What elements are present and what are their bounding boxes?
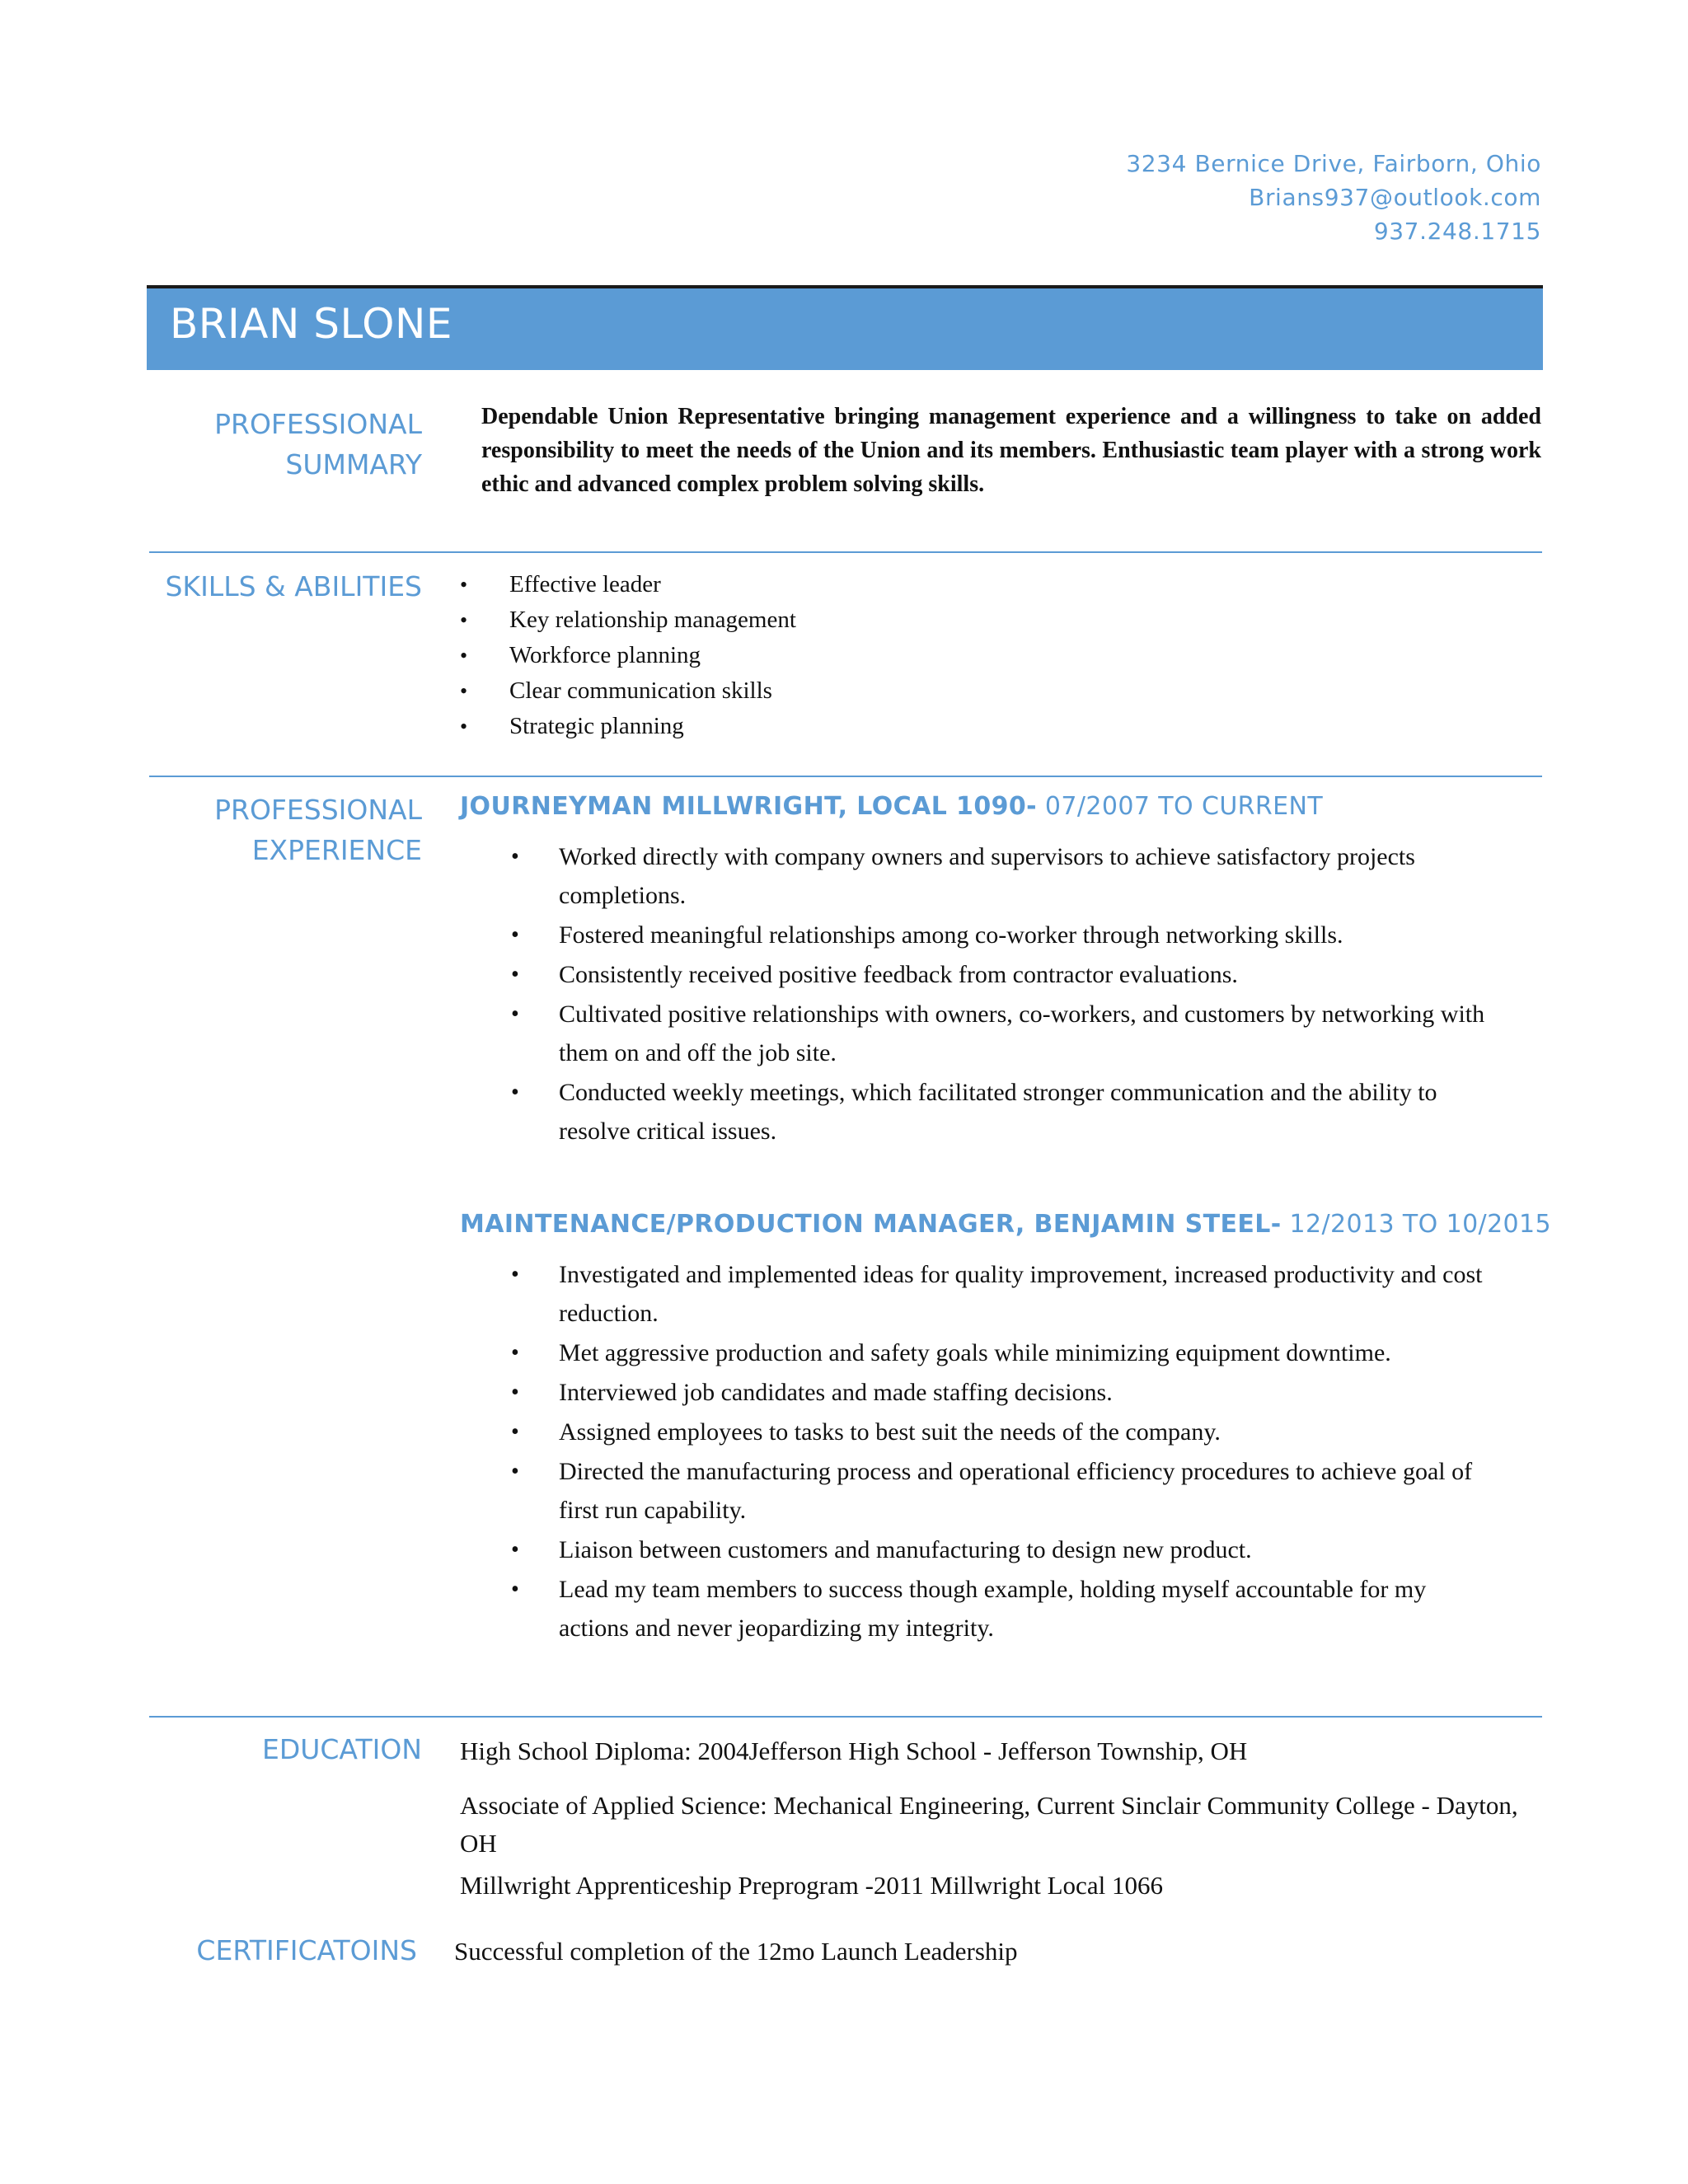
job-bullet: • Directed the manufacturing process and operational efficiency procedures to achieve goal of first run capability. xyxy=(511,1452,1500,1530)
section-divider xyxy=(149,776,1542,777)
contact-address: 3234 Bernice Drive, Fairborn, Ohio xyxy=(1126,150,1541,177)
skill-item: • Clear communication skills xyxy=(460,673,1284,709)
skill-item: • Key relationship management xyxy=(460,602,1284,638)
job-bullet: • Consistently received positive feedback from contractor evaluations. xyxy=(511,955,1500,994)
section-label-skills: SKILLS & ABILITIES xyxy=(165,570,422,602)
contact-info xyxy=(1126,147,1541,248)
job-bullet: • Conducted weekly meetings, which facilitated stronger communication and the ability to resolve critical issues. xyxy=(511,1073,1500,1151)
summary-label-line1: PROFESSIONAL xyxy=(214,408,422,440)
skill-item: • Workforce planning xyxy=(460,638,1284,673)
contact-phone: 937.248.1715 xyxy=(1373,218,1541,245)
job-bullet: • Assigned employees to tasks to best suit the needs of the company. xyxy=(511,1413,1500,1451)
education-item: High School Diploma: 2004Jefferson High School - Jefferson Township, OH xyxy=(460,1736,1248,1765)
job-bullet: • Met aggressive production and safety goals while minimizing equipment downtime. xyxy=(511,1333,1500,1372)
skills-list xyxy=(460,567,1284,744)
skill-item: • Strategic planning xyxy=(460,709,1284,744)
job-bullet: • Cultivated positive relationships with owners, co-workers, and customers by networking with them on and off the job site. xyxy=(511,995,1500,1072)
section-label-experience xyxy=(214,790,422,870)
education-item: Millwright Apprenticeship Preprogram -2011 Millwright Local 1066 xyxy=(460,1871,1163,1900)
summary-label-line2: SUMMARY xyxy=(285,448,422,480)
education-item: Associate of Applied Science: Mechanical Engineering, Current Sinclair Community College - Dayton, OH xyxy=(460,1791,1518,1858)
job-bullet: • Investigated and implemented ideas for quality improvement, increased productivity and cost reduction. xyxy=(511,1255,1500,1333)
name-banner xyxy=(147,285,1543,370)
certification-item: Successful completion of the 12mo Launch Leadership xyxy=(454,1937,1018,1966)
job-bullet: • Interviewed job candidates and made staffing decisions. xyxy=(511,1373,1500,1412)
experience-label-line2: EXPERIENCE xyxy=(251,834,422,866)
job-bullets-1 xyxy=(511,837,1500,1151)
section-divider xyxy=(149,1716,1542,1718)
job-dates: 07/2007 TO CURRENT xyxy=(1037,792,1324,821)
job-title-2 xyxy=(460,1210,1551,1239)
experience-label-line1: PROFESSIONAL xyxy=(214,794,422,826)
contact-email[interactable]: Brians937@outlook.com xyxy=(1249,184,1541,211)
job-bullet: • Lead my team members to success though example, holding myself accountable for my actions and never jeopardizing my integrity. xyxy=(511,1570,1500,1647)
section-label-certifications: CERTIFICATOINS xyxy=(196,1934,417,1966)
candidate-name: BRIAN SLONE xyxy=(170,300,452,348)
section-divider xyxy=(149,551,1542,553)
job-bullets-2 xyxy=(511,1255,1500,1648)
skill-item: • Effective leader xyxy=(460,567,1284,602)
summary-text: Dependable Union Representative bringing management experience and a willingness to take on added responsibility to meet the needs of the Union and its members. Enthusiastic team player with a strong work ethic and advanced complex problem solving skills. xyxy=(481,404,1541,497)
job-title-1 xyxy=(460,792,1323,821)
job-bullet: • Worked directly with company owners and supervisors to achieve satisfactory projects completions. xyxy=(511,837,1500,915)
job-role: MAINTENANCE/PRODUCTION MANAGER, BENJAMIN STEEL- xyxy=(460,1210,1282,1239)
section-label-education: EDUCATION xyxy=(261,1733,422,1765)
section-label-summary xyxy=(214,404,422,485)
job-bullet: • Liaison between customers and manufacturing to design new product. xyxy=(511,1530,1500,1569)
job-bullet: • Fostered meaningful relationships among co-worker through networking skills. xyxy=(511,916,1500,954)
job-role: JOURNEYMAN MILLWRIGHT, LOCAL 1090- xyxy=(460,792,1037,821)
job-dates: 12/2013 TO 10/2015 xyxy=(1281,1210,1552,1239)
